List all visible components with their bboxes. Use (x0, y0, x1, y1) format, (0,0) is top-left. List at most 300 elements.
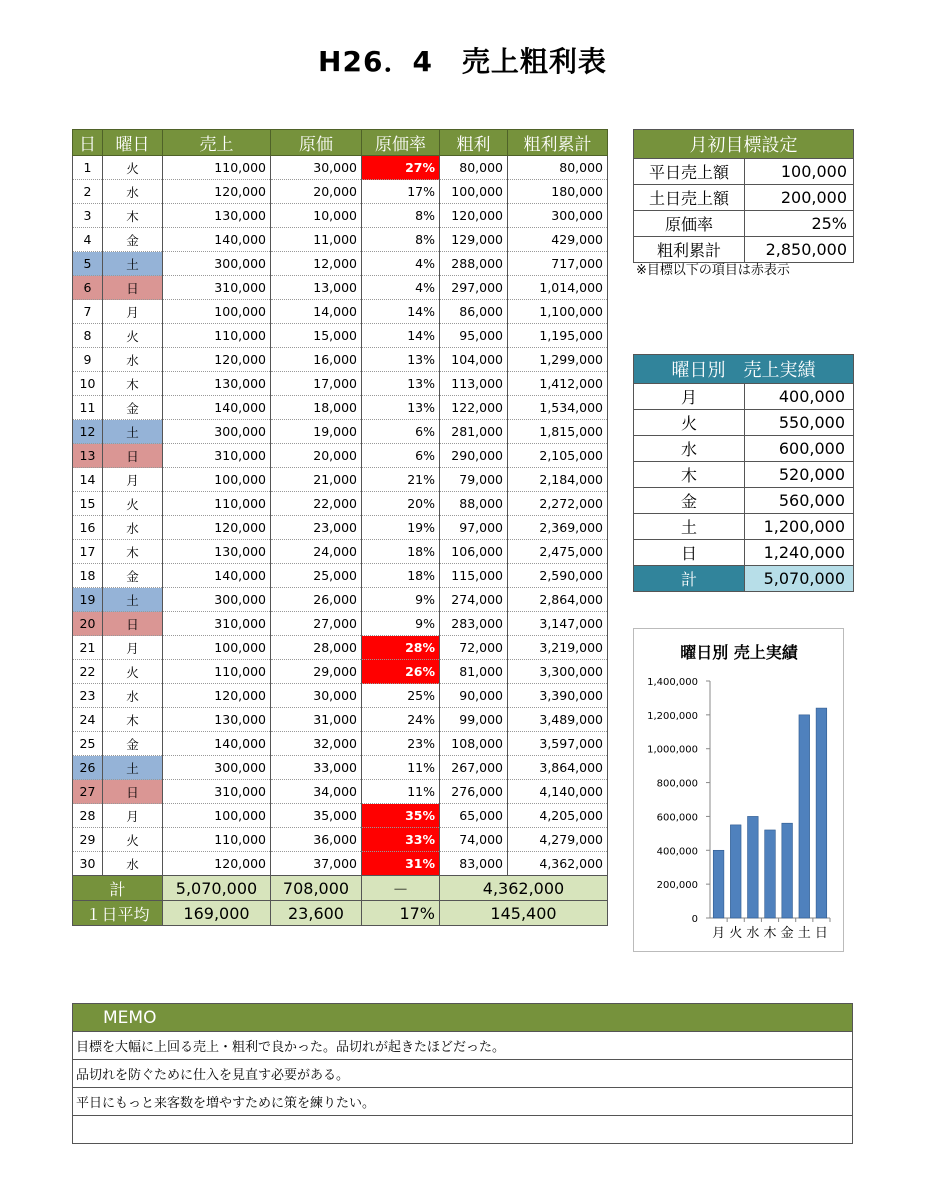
cell-cumulative-profit[interactable]: 1,299,000 (508, 348, 608, 372)
target-value[interactable]: 100,000 (745, 159, 854, 185)
cell-profit[interactable]: 74,000 (440, 828, 508, 852)
cell-profit[interactable]: 72,000 (440, 636, 508, 660)
cell-cumulative-profit[interactable]: 3,597,000 (508, 732, 608, 756)
cell-day[interactable]: 26 (73, 756, 103, 780)
cell-cost-rate[interactable]: 31% (362, 852, 440, 876)
cell-sales[interactable]: 110,000 (163, 660, 271, 684)
cell-cumulative-profit[interactable]: 3,147,000 (508, 612, 608, 636)
table-row (73, 636, 608, 660)
cell-sales[interactable]: 300,000 (163, 756, 271, 780)
cell-cost[interactable]: 22,000 (271, 492, 362, 516)
cell-profit[interactable]: 113,000 (440, 372, 508, 396)
cell-profit[interactable]: 281,000 (440, 420, 508, 444)
total-profit[interactable]: 4,362,000 (440, 876, 608, 901)
cell-day[interactable]: 17 (73, 540, 103, 564)
cell-cost-rate[interactable]: 27% (362, 156, 440, 180)
cell-profit[interactable]: 79,000 (440, 468, 508, 492)
cell-cost-rate[interactable]: 19% (362, 516, 440, 540)
average-rate[interactable]: 17% (362, 901, 440, 926)
cell-cost-rate[interactable]: 4% (362, 276, 440, 300)
target-value[interactable]: 200,000 (745, 185, 854, 211)
cell-sales[interactable]: 140,000 (163, 228, 271, 252)
cell-profit[interactable]: 80,000 (440, 156, 508, 180)
cell-cumulative-profit[interactable]: 1,412,000 (508, 372, 608, 396)
cell-dow[interactable]: 水 (103, 684, 163, 708)
cell-cumulative-profit[interactable]: 3,219,000 (508, 636, 608, 660)
cell-sales[interactable]: 310,000 (163, 780, 271, 804)
weekday-total-label[interactable]: 計 (634, 566, 745, 592)
cell-cost[interactable]: 21,000 (271, 468, 362, 492)
cell-cumulative-profit[interactable]: 1,014,000 (508, 276, 608, 300)
header-cumulative-profit[interactable]: 粗利累計 (508, 130, 608, 156)
cell-cumulative-profit[interactable]: 3,864,000 (508, 756, 608, 780)
cell-sales[interactable]: 300,000 (163, 588, 271, 612)
target-row (634, 185, 854, 211)
cell-sales[interactable]: 110,000 (163, 828, 271, 852)
cell-day[interactable]: 5 (73, 252, 103, 276)
cell-profit[interactable]: 95,000 (440, 324, 508, 348)
cell-day[interactable]: 15 (73, 492, 103, 516)
total-label[interactable]: 計 (73, 876, 163, 901)
page-title: H26．4 売上粗利表 (318, 45, 607, 78)
cell-sales[interactable]: 100,000 (163, 468, 271, 492)
cell-cost-rate[interactable]: 23% (362, 732, 440, 756)
cell-sales[interactable]: 120,000 (163, 516, 271, 540)
cell-cost-rate[interactable]: 4% (362, 252, 440, 276)
memo-line[interactable]: 品切れを防ぐために仕入を見直す必要がある。 (73, 1060, 853, 1088)
cell-dow[interactable]: 金 (103, 396, 163, 420)
weekday-value[interactable]: 400,000 (745, 384, 854, 410)
cell-cumulative-profit[interactable]: 4,140,000 (508, 780, 608, 804)
cell-cost-rate[interactable]: 20% (362, 492, 440, 516)
chart-bar (799, 715, 810, 918)
cell-cost-rate[interactable]: 25% (362, 684, 440, 708)
cell-cost[interactable]: 19,000 (271, 420, 362, 444)
cell-day[interactable]: 8 (73, 324, 103, 348)
cell-day[interactable]: 11 (73, 396, 103, 420)
cell-cost-rate[interactable]: 13% (362, 396, 440, 420)
cell-dow[interactable]: 木 (103, 708, 163, 732)
cell-day[interactable]: 4 (73, 228, 103, 252)
cell-day[interactable]: 30 (73, 852, 103, 876)
y-tick-label: 400,000 (656, 846, 698, 858)
cell-cost[interactable]: 17,000 (271, 372, 362, 396)
cell-dow[interactable]: 土 (103, 252, 163, 276)
weekday-sales-chart[interactable] (633, 628, 844, 952)
cell-cost[interactable]: 36,000 (271, 828, 362, 852)
cell-cumulative-profit[interactable]: 3,390,000 (508, 684, 608, 708)
cell-cost[interactable]: 30,000 (271, 156, 362, 180)
cell-profit[interactable]: 120,000 (440, 204, 508, 228)
cell-sales[interactable]: 110,000 (163, 324, 271, 348)
memo-header: MEMO (73, 1004, 853, 1032)
total-cost[interactable]: 708,000 (271, 876, 362, 901)
cell-sales[interactable]: 120,000 (163, 852, 271, 876)
cell-profit[interactable]: 122,000 (440, 396, 508, 420)
cell-sales[interactable]: 130,000 (163, 372, 271, 396)
cell-sales[interactable]: 300,000 (163, 420, 271, 444)
cell-dow[interactable]: 日 (103, 276, 163, 300)
cell-dow[interactable]: 金 (103, 228, 163, 252)
cell-cost[interactable]: 30,000 (271, 684, 362, 708)
weekday-value[interactable]: 600,000 (745, 436, 854, 462)
cell-dow[interactable]: 月 (103, 804, 163, 828)
header-day[interactable]: 日 (73, 130, 103, 156)
cell-profit[interactable]: 90,000 (440, 684, 508, 708)
cell-cost-rate[interactable]: 8% (362, 204, 440, 228)
y-tick-label: 800,000 (656, 778, 698, 790)
table-row (73, 540, 608, 564)
cell-profit[interactable]: 115,000 (440, 564, 508, 588)
y-tick-label: 600,000 (656, 812, 698, 824)
cell-cost-rate[interactable]: 14% (362, 300, 440, 324)
cell-dow[interactable]: 金 (103, 732, 163, 756)
target-value[interactable]: 2,850,000 (745, 237, 854, 263)
total-sales[interactable]: 5,070,000 (163, 876, 271, 901)
cell-profit[interactable]: 288,000 (440, 252, 508, 276)
cell-sales[interactable]: 120,000 (163, 348, 271, 372)
table-row (73, 444, 608, 468)
weekday-label[interactable]: 日 (634, 540, 745, 566)
cell-profit[interactable]: 274,000 (440, 588, 508, 612)
cell-cost[interactable]: 11,000 (271, 228, 362, 252)
cell-cost-rate[interactable]: 13% (362, 348, 440, 372)
cell-cumulative-profit[interactable]: 3,489,000 (508, 708, 608, 732)
cell-cost-rate[interactable]: 35% (362, 804, 440, 828)
cell-dow[interactable]: 土 (103, 588, 163, 612)
cell-day[interactable]: 23 (73, 684, 103, 708)
cell-dow[interactable]: 金 (103, 564, 163, 588)
cell-cost-rate[interactable]: 14% (362, 324, 440, 348)
cell-cost-rate[interactable]: 33% (362, 828, 440, 852)
table-row (73, 516, 608, 540)
cell-day[interactable]: 18 (73, 564, 103, 588)
cell-cumulative-profit[interactable]: 180,000 (508, 180, 608, 204)
weekday-label[interactable]: 火 (634, 410, 745, 436)
table-row (73, 852, 608, 876)
cell-dow[interactable]: 水 (103, 516, 163, 540)
cell-cumulative-profit[interactable]: 1,100,000 (508, 300, 608, 324)
cell-day[interactable]: 20 (73, 612, 103, 636)
chart-svg (634, 629, 843, 951)
cell-cost[interactable]: 37,000 (271, 852, 362, 876)
cell-cumulative-profit[interactable]: 2,864,000 (508, 588, 608, 612)
cell-dow[interactable]: 火 (103, 492, 163, 516)
cell-cost[interactable]: 24,000 (271, 540, 362, 564)
table-row (73, 564, 608, 588)
table-row (73, 660, 608, 684)
weekday-label[interactable]: 木 (634, 462, 745, 488)
cell-dow[interactable]: 火 (103, 324, 163, 348)
cell-cumulative-profit[interactable]: 3,300,000 (508, 660, 608, 684)
cell-day[interactable]: 3 (73, 204, 103, 228)
cell-cumulative-profit[interactable]: 4,205,000 (508, 804, 608, 828)
total-row (73, 876, 608, 901)
cell-dow[interactable]: 日 (103, 444, 163, 468)
average-cost[interactable]: 23,600 (271, 901, 362, 926)
cell-cumulative-profit[interactable]: 2,184,000 (508, 468, 608, 492)
table-row (73, 468, 608, 492)
cell-sales[interactable]: 120,000 (163, 684, 271, 708)
cell-cumulative-profit[interactable]: 1,534,000 (508, 396, 608, 420)
cell-dow[interactable]: 月 (103, 300, 163, 324)
target-header[interactable]: 月初目標設定 (634, 130, 854, 159)
cell-profit[interactable]: 97,000 (440, 516, 508, 540)
cell-profit[interactable]: 83,000 (440, 852, 508, 876)
cell-profit[interactable]: 104,000 (440, 348, 508, 372)
cell-dow[interactable]: 火 (103, 660, 163, 684)
cell-cost[interactable]: 10,000 (271, 204, 362, 228)
cell-day[interactable]: 19 (73, 588, 103, 612)
cell-cumulative-profit[interactable]: 1,815,000 (508, 420, 608, 444)
y-tick-label: 0 (691, 914, 698, 925)
cell-cost[interactable]: 31,000 (271, 708, 362, 732)
cell-dow[interactable]: 木 (103, 372, 163, 396)
weekday-value[interactable]: 520,000 (745, 462, 854, 488)
cell-cumulative-profit[interactable]: 4,362,000 (508, 852, 608, 876)
cell-cost[interactable]: 18,000 (271, 396, 362, 420)
cell-profit[interactable]: 108,000 (440, 732, 508, 756)
cell-day[interactable]: 7 (73, 300, 103, 324)
cell-cost-rate[interactable]: 17% (362, 180, 440, 204)
target-value[interactable]: 25% (745, 211, 854, 237)
cell-day[interactable]: 14 (73, 468, 103, 492)
cell-cost[interactable]: 27,000 (271, 612, 362, 636)
cell-day[interactable]: 28 (73, 804, 103, 828)
cell-day[interactable]: 16 (73, 516, 103, 540)
cell-cumulative-profit[interactable]: 717,000 (508, 252, 608, 276)
y-tick-label: 200,000 (656, 880, 698, 892)
weekday-label[interactable]: 金 (634, 488, 745, 514)
cell-profit[interactable]: 86,000 (440, 300, 508, 324)
cell-cumulative-profit[interactable]: 2,475,000 (508, 540, 608, 564)
table-row (73, 228, 608, 252)
cell-profit[interactable]: 290,000 (440, 444, 508, 468)
header-cost[interactable]: 原価 (271, 130, 362, 156)
cell-profit[interactable]: 65,000 (440, 804, 508, 828)
cell-profit[interactable]: 129,000 (440, 228, 508, 252)
cell-cost[interactable]: 12,000 (271, 252, 362, 276)
cell-dow[interactable]: 日 (103, 780, 163, 804)
target-label[interactable]: 土日売上額 (634, 185, 745, 211)
table-row (73, 804, 608, 828)
cell-sales[interactable]: 100,000 (163, 636, 271, 660)
cell-sales[interactable]: 310,000 (163, 444, 271, 468)
cell-cumulative-profit[interactable]: 80,000 (508, 156, 608, 180)
header-cost-rate[interactable]: 原価率 (362, 130, 440, 156)
cell-sales[interactable]: 130,000 (163, 708, 271, 732)
cell-day[interactable]: 25 (73, 732, 103, 756)
cell-cost[interactable]: 14,000 (271, 300, 362, 324)
cell-cumulative-profit[interactable]: 4,279,000 (508, 828, 608, 852)
table-row (73, 180, 608, 204)
average-label[interactable]: １日平均 (73, 901, 163, 926)
cell-cost-rate[interactable]: 8% (362, 228, 440, 252)
cell-sales[interactable]: 130,000 (163, 204, 271, 228)
cell-day[interactable]: 13 (73, 444, 103, 468)
cell-cost[interactable]: 20,000 (271, 180, 362, 204)
cell-profit[interactable]: 267,000 (440, 756, 508, 780)
total-rate[interactable]: － (362, 876, 440, 901)
cell-cost-rate[interactable]: 13% (362, 372, 440, 396)
target-label[interactable]: 原価率 (634, 211, 745, 237)
cell-sales[interactable]: 310,000 (163, 276, 271, 300)
cell-cost[interactable]: 26,000 (271, 588, 362, 612)
cell-dow[interactable]: 木 (103, 204, 163, 228)
cell-dow[interactable]: 火 (103, 828, 163, 852)
cell-cumulative-profit[interactable]: 2,369,000 (508, 516, 608, 540)
weekday-total-row (634, 566, 854, 592)
y-tick-label: 1,400,000 (647, 677, 698, 688)
weekday-row (634, 436, 854, 462)
cell-sales[interactable]: 310,000 (163, 612, 271, 636)
weekday-label[interactable]: 水 (634, 436, 745, 462)
x-tick-label: 土 (797, 926, 811, 941)
weekday-value[interactable]: 550,000 (745, 410, 854, 436)
cell-cost[interactable]: 25,000 (271, 564, 362, 588)
weekday-header[interactable]: 曜日別 売上実績 (634, 355, 854, 384)
cell-dow[interactable]: 火 (103, 156, 163, 180)
table-row (73, 300, 608, 324)
cell-cost-rate[interactable]: 21% (362, 468, 440, 492)
cell-day[interactable]: 27 (73, 780, 103, 804)
cell-profit[interactable]: 276,000 (440, 780, 508, 804)
cell-cost-rate[interactable]: 18% (362, 564, 440, 588)
cell-dow[interactable]: 水 (103, 348, 163, 372)
memo-line[interactable]: 目標を大幅に上回る売上・粗利で良かった。品切れが起きたほどだった。 (73, 1032, 853, 1060)
cell-cost-rate[interactable]: 26% (362, 660, 440, 684)
cell-sales[interactable]: 110,000 (163, 156, 271, 180)
cell-cost-rate[interactable]: 11% (362, 756, 440, 780)
sales-profit-table (72, 129, 608, 926)
memo-line[interactable]: 平日にもっと来客数を増やすために策を練りたい。 (73, 1088, 853, 1116)
cell-profit[interactable]: 283,000 (440, 612, 508, 636)
table-row (73, 276, 608, 300)
cell-cost[interactable]: 16,000 (271, 348, 362, 372)
cell-day[interactable]: 10 (73, 372, 103, 396)
weekday-value[interactable]: 560,000 (745, 488, 854, 514)
cell-dow[interactable]: 土 (103, 756, 163, 780)
cell-cost[interactable]: 13,000 (271, 276, 362, 300)
cell-dow[interactable]: 月 (103, 636, 163, 660)
header-profit[interactable]: 粗利 (440, 130, 508, 156)
cell-cumulative-profit[interactable]: 429,000 (508, 228, 608, 252)
cell-profit[interactable]: 297,000 (440, 276, 508, 300)
cell-profit[interactable]: 100,000 (440, 180, 508, 204)
cell-day[interactable]: 24 (73, 708, 103, 732)
cell-sales[interactable]: 100,000 (163, 804, 271, 828)
cell-profit[interactable]: 88,000 (440, 492, 508, 516)
cell-day[interactable]: 21 (73, 636, 103, 660)
weekday-label[interactable]: 月 (634, 384, 745, 410)
cell-cost-rate[interactable]: 24% (362, 708, 440, 732)
cell-day[interactable]: 9 (73, 348, 103, 372)
weekday-label[interactable]: 土 (634, 514, 745, 540)
weekday-value[interactable]: 1,240,000 (745, 540, 854, 566)
cell-profit[interactable]: 81,000 (440, 660, 508, 684)
cell-dow[interactable]: 月 (103, 468, 163, 492)
cell-sales[interactable]: 110,000 (163, 492, 271, 516)
header-sales[interactable]: 売上 (163, 130, 271, 156)
cell-profit[interactable]: 106,000 (440, 540, 508, 564)
target-label[interactable]: 粗利累計 (634, 237, 745, 263)
cell-cost-rate[interactable]: 11% (362, 780, 440, 804)
header-dow[interactable]: 曜日 (103, 130, 163, 156)
memo-line[interactable] (73, 1116, 853, 1144)
cell-day[interactable]: 12 (73, 420, 103, 444)
cell-sales[interactable]: 130,000 (163, 540, 271, 564)
cell-cost-rate[interactable]: 28% (362, 636, 440, 660)
cell-profit[interactable]: 99,000 (440, 708, 508, 732)
cell-cumulative-profit[interactable]: 1,195,000 (508, 324, 608, 348)
cell-cost-rate[interactable]: 9% (362, 612, 440, 636)
cell-dow[interactable]: 木 (103, 540, 163, 564)
cell-day[interactable]: 6 (73, 276, 103, 300)
cell-cost[interactable]: 20,000 (271, 444, 362, 468)
weekday-value[interactable]: 1,200,000 (745, 514, 854, 540)
cell-cost[interactable]: 29,000 (271, 660, 362, 684)
cell-sales[interactable]: 140,000 (163, 396, 271, 420)
cell-cost[interactable]: 28,000 (271, 636, 362, 660)
cell-cost[interactable]: 33,000 (271, 756, 362, 780)
cell-sales[interactable]: 140,000 (163, 564, 271, 588)
cell-dow[interactable]: 土 (103, 420, 163, 444)
cell-cost[interactable]: 23,000 (271, 516, 362, 540)
cell-day[interactable]: 22 (73, 660, 103, 684)
target-note: ※目標以下の項目は赤表示 (636, 263, 790, 278)
cell-cost-rate[interactable]: 6% (362, 444, 440, 468)
cell-cost[interactable]: 15,000 (271, 324, 362, 348)
weekday-row (634, 540, 854, 566)
cell-dow[interactable]: 日 (103, 612, 163, 636)
table-row (73, 732, 608, 756)
target-label[interactable]: 平日売上額 (634, 159, 745, 185)
weekday-row (634, 384, 854, 410)
chart-title: 曜日別 売上実績 (680, 643, 798, 662)
cell-sales[interactable]: 300,000 (163, 252, 271, 276)
cell-day[interactable]: 29 (73, 828, 103, 852)
cell-cumulative-profit[interactable]: 2,590,000 (508, 564, 608, 588)
table-row (73, 396, 608, 420)
chart-bar (765, 830, 776, 918)
average-profit[interactable]: 145,400 (440, 901, 608, 926)
cell-sales[interactable]: 120,000 (163, 180, 271, 204)
cell-cost-rate[interactable]: 18% (362, 540, 440, 564)
average-sales[interactable]: 169,000 (163, 901, 271, 926)
cell-cost[interactable]: 34,000 (271, 780, 362, 804)
table-row (73, 780, 608, 804)
cell-cost-rate[interactable]: 6% (362, 420, 440, 444)
table-row (73, 156, 608, 180)
table-row (73, 612, 608, 636)
cell-cost[interactable]: 35,000 (271, 804, 362, 828)
cell-cost-rate[interactable]: 9% (362, 588, 440, 612)
weekday-total-value[interactable]: 5,070,000 (745, 566, 854, 592)
cell-sales[interactable]: 140,000 (163, 732, 271, 756)
cell-dow[interactable]: 水 (103, 180, 163, 204)
cell-cumulative-profit[interactable]: 2,272,000 (508, 492, 608, 516)
cell-day[interactable]: 2 (73, 180, 103, 204)
weekday-row (634, 462, 854, 488)
cell-cost[interactable]: 32,000 (271, 732, 362, 756)
cell-day[interactable]: 1 (73, 156, 103, 180)
cell-dow[interactable]: 水 (103, 852, 163, 876)
monthly-target-table (633, 129, 854, 263)
cell-cumulative-profit[interactable]: 2,105,000 (508, 444, 608, 468)
chart-bar (713, 850, 724, 918)
cell-sales[interactable]: 100,000 (163, 300, 271, 324)
cell-cumulative-profit[interactable]: 300,000 (508, 204, 608, 228)
